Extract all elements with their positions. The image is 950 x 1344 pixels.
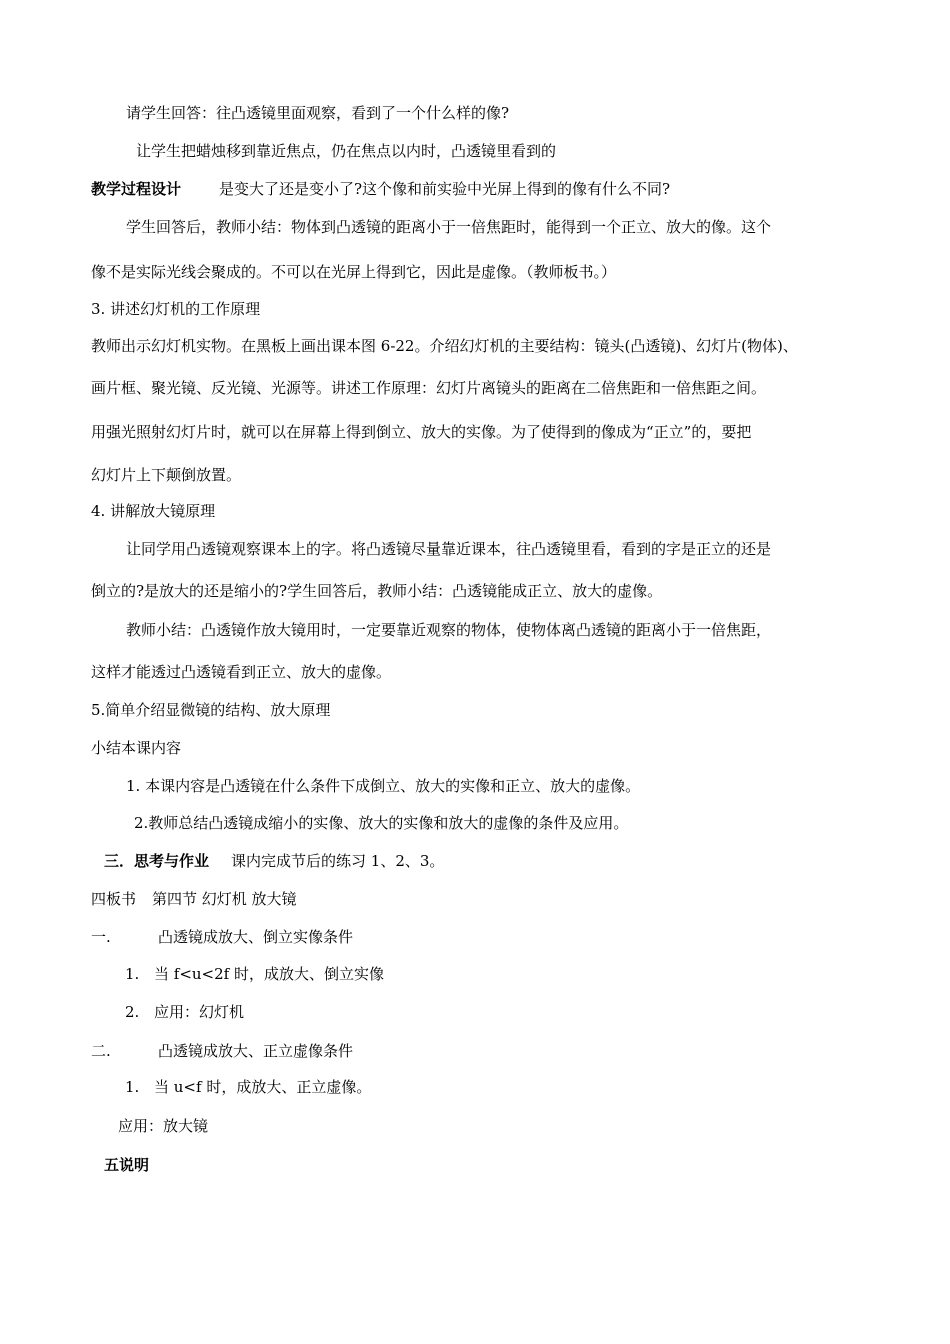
teaching-process-label: 教学过程设计: [91, 180, 182, 198]
paragraph-projector-2: 画片框、聚光镜、反光镜、光源等。讲述工作原理：幻灯片离镜头的距离在二倍焦距和一倍焦距之间。: [91, 379, 767, 397]
board-subitem-3-text: 当 u<f 时，成放大、正立虚像。: [154, 1078, 372, 1096]
lesson-summary-heading: 小结本课内容: [91, 739, 182, 757]
paragraph-summary-1: 学生回答后，教师小结：物体到凸透镜的距离小于一倍焦距时，能得到一个正立、放大的像。这个: [126, 218, 772, 236]
teaching-process-line: [91, 179, 670, 199]
board-subitem-2: [125, 1002, 244, 1022]
paragraph-magnifier-2: 倒立的?是放大的还是缩小的?学生回答后，教师小结：凸透镜能成正立、放大的虚像。: [91, 582, 663, 600]
board-item-one-number: 一.: [91, 928, 111, 946]
board-label: 四板书: [91, 890, 137, 908]
board-subitem-1-number: 1.: [125, 965, 140, 983]
board-item-one: [91, 927, 353, 947]
summary-item-1: 1. 本课内容是凸透镜在什么条件下成倒立、放大的实像和正立、放大的虚像。: [126, 777, 641, 795]
section-heading-explanation: 五说明: [104, 1156, 150, 1174]
board-subitem-1: [125, 964, 384, 984]
section-heading-5: 5.简单介绍显微镜的结构、放大原理: [91, 701, 331, 719]
paragraph-projector-3: 用强光照射幻灯片时，就可以在屏幕上得到倒立、放大的实像。为了使得到的像成为“正立”的，要把: [91, 423, 752, 441]
board-subitem-2-text: 应用：幻灯机: [154, 1003, 245, 1021]
paragraph-projector-1: 教师出示幻灯机实物。在黑板上画出课本图 6-22。介绍幻灯机的主要结构：镜头(凸透镜)、幻灯片(物体)、: [91, 337, 798, 355]
paragraph-candle-instruction: 让学生把蜡烛移到靠近焦点，仍在焦点以内时，凸透镜里看到的: [136, 142, 557, 160]
summary-item-2: 2.教师总结凸透镜成缩小的实像、放大的实像和放大的虚像的条件及应用。: [134, 814, 629, 832]
board-subitem-3-number: 1.: [125, 1078, 140, 1096]
homework-label: 三．思考与作业: [104, 852, 210, 870]
board-item-one-text: 凸透镜成放大、倒立实像条件: [158, 928, 354, 946]
board-item-two-number: 二.: [91, 1042, 111, 1060]
board-item-two: [91, 1041, 353, 1061]
paragraph-magnifier-3: 教师小结：凸透镜作放大镜用时，一定要靠近观察的物体，使物体离凸透镜的距离小于一倍焦距，: [126, 621, 772, 639]
paragraph-summary-2: 像不是实际光线会聚成的。不可以在光屏上得到它，因此是虚像。（教师板书。）: [91, 263, 617, 281]
board-subitem-1-text: 当 f<u<2f 时，成放大、倒立实像: [154, 965, 384, 983]
board-subitem-3: [125, 1077, 371, 1097]
board-item-two-text: 凸透镜成放大、正立虚像条件: [158, 1042, 354, 1060]
board-subitem-2-number: 2.: [125, 1003, 140, 1021]
board-heading-line: [91, 889, 297, 909]
teaching-process-text: 是变大了还是变小了?这个像和前实验中光屏上得到的像有什么不同?: [219, 180, 671, 198]
homework-text: 课内完成节后的练习 1、2、3。: [231, 852, 445, 870]
homework-line: [104, 851, 444, 871]
paragraph-magnifier-1: 让同学用凸透镜观察课本上的字。将凸透镜尽量靠近课本，往凸透镜里看，看到的字是正立的还是: [126, 540, 772, 558]
paragraph-magnifier-4: 这样才能透过凸透镜看到正立、放大的虚像。: [91, 663, 392, 681]
section-heading-3: 3. 讲述幻灯机的工作原理: [91, 300, 261, 318]
paragraph-question: 请学生回答：往凸透镜里面观察，看到了一个什么样的像?: [126, 104, 510, 122]
board-title: 第四节 幻灯机 放大镜: [152, 890, 297, 908]
paragraph-projector-4: 幻灯片上下颠倒放置。: [91, 466, 242, 484]
board-application-magnifier: 应用：放大镜: [118, 1117, 209, 1135]
section-heading-4: 4. 讲解放大镜原理: [91, 502, 216, 520]
